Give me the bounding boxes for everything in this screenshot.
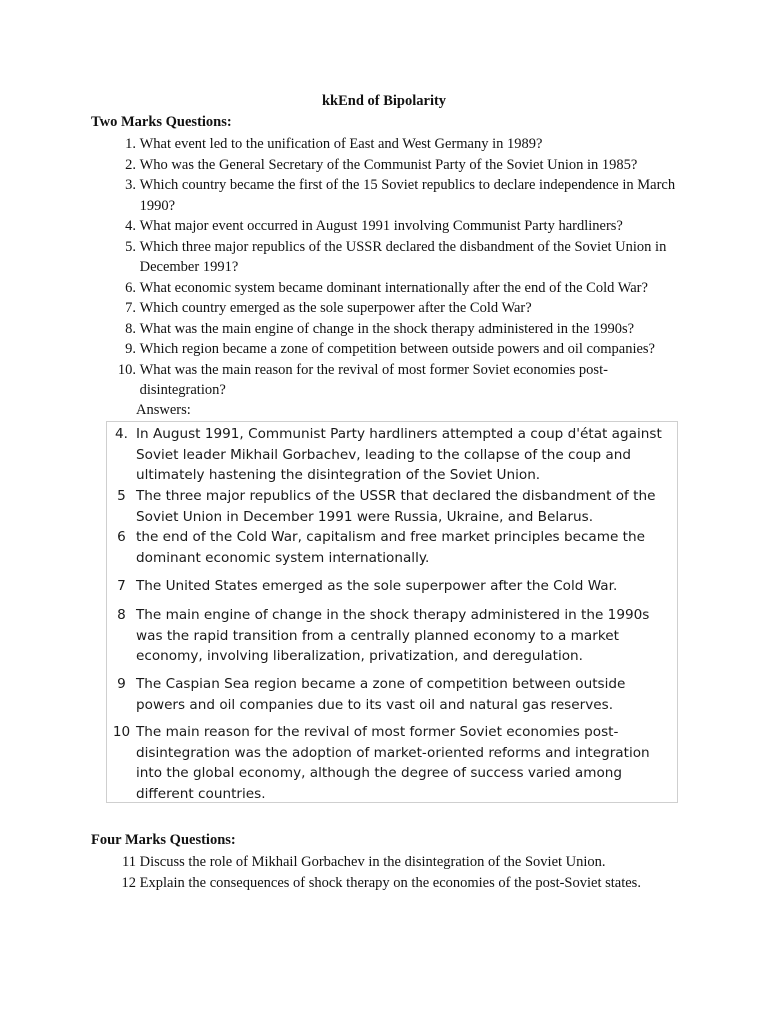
question-item bbox=[108, 852, 678, 873]
question-item bbox=[108, 237, 678, 278]
question-text: What economic system became dominant internationally after the end of the Cold War? bbox=[139, 279, 648, 296]
two-marks-question-list bbox=[108, 134, 678, 401]
question-item bbox=[108, 360, 678, 401]
answers-label: Answers: bbox=[136, 402, 191, 418]
answer-number: 8 bbox=[117, 607, 126, 623]
answer-item bbox=[107, 527, 667, 568]
question-item bbox=[108, 216, 678, 237]
question-number: 10. bbox=[117, 361, 136, 378]
four-marks-question-list bbox=[108, 852, 678, 893]
question-text: What major event occurred in August 1991 involving Communist Party hardliners? bbox=[139, 218, 623, 234]
question-number: 5. bbox=[125, 238, 136, 255]
question-text: Which country became the first of the 15 Soviet republics to declare independence in March 1990? bbox=[139, 177, 676, 214]
question-number: 1. bbox=[125, 136, 136, 152]
question-number: 12 bbox=[121, 874, 136, 891]
question-item bbox=[108, 339, 678, 360]
question-number: 7. bbox=[125, 300, 136, 316]
answer-text: The three major republics of the USSR that declared the disbandment of the Soviet Union in December 1991 were Russia, Ukraine, and Belarus. bbox=[136, 488, 656, 525]
answer-text: The main engine of change in the shock therapy administered in the 1990s was the rapid transition from a centrally planned economy to a market economy, involving liberalization, privatization, and deregulation. bbox=[136, 607, 650, 665]
question-number: 2. bbox=[125, 156, 136, 173]
question-text: Which three major republics of the USSR declared the disbandment of the Soviet Union in December 1991? bbox=[139, 238, 667, 275]
answer-number: 9 bbox=[117, 676, 126, 692]
answer-number: 4. bbox=[115, 426, 128, 442]
answer-text: The United States emerged as the sole superpower after the Cold War. bbox=[136, 578, 618, 594]
answer-number: 10 bbox=[112, 724, 131, 740]
question-text: Discuss the role of Mikhail Gorbachev in the disintegration of the Soviet Union. bbox=[139, 854, 606, 870]
answer-item bbox=[107, 576, 667, 597]
question-text: Explain the consequences of shock therapy on the economies of the post-Soviet states. bbox=[139, 874, 641, 891]
question-number: 3. bbox=[125, 177, 136, 193]
question-number: 9. bbox=[125, 341, 136, 357]
answer-text: In August 1991, Communist Party hardliners attempted a coup d'état against Soviet leader Mikhail Gorbachev, leading to the collapse of the coup and ultimately hastening the disintegration of the Soviet Union. bbox=[136, 426, 662, 484]
question-item bbox=[108, 319, 678, 340]
answer-text: The main reason for the revival of most former Soviet economies post-disintegration was the adoption of market-oriented reforms and integration into the global economy, although the degree of success varied among different countries. bbox=[136, 724, 650, 802]
answer-item bbox=[107, 722, 667, 804]
four-marks-heading: Four Marks Questions: bbox=[91, 832, 236, 848]
question-text: Which country emerged as the sole superpower after the Cold War? bbox=[139, 300, 532, 316]
answer-item bbox=[107, 674, 667, 715]
question-item bbox=[108, 155, 678, 176]
question-text: What was the main engine of change in the shock therapy administered in the 1990s? bbox=[139, 320, 635, 337]
answer-item bbox=[107, 605, 667, 667]
answers-box bbox=[106, 421, 678, 803]
answer-number: 7 bbox=[117, 578, 126, 594]
question-text: Who was the General Secretary of the Communist Party of the Soviet Union in 1985? bbox=[139, 156, 638, 173]
answer-item bbox=[107, 424, 667, 486]
question-item bbox=[108, 298, 678, 319]
question-number: 11 bbox=[122, 854, 136, 870]
question-item bbox=[108, 278, 678, 299]
answer-text: The Caspian Sea region became a zone of competition between outside powers and oil companies due to its vast oil and natural gas reserves. bbox=[136, 676, 626, 713]
document-title: kkEnd of Bipolarity bbox=[321, 93, 447, 109]
question-text: Which region became a zone of competition between outside powers and oil companies? bbox=[139, 341, 655, 357]
question-text: What event led to the unification of East and West Germany in 1989? bbox=[139, 136, 543, 152]
question-item bbox=[108, 175, 678, 216]
answer-item bbox=[107, 486, 667, 527]
question-number: 8. bbox=[125, 320, 136, 337]
answer-text: the end of the Cold War, capitalism and free market principles became the dominant economic system internationally. bbox=[136, 529, 645, 566]
question-number: 6. bbox=[125, 279, 136, 296]
two-marks-heading: Two Marks Questions: bbox=[91, 114, 232, 130]
answer-number: 5 bbox=[117, 488, 126, 504]
question-item bbox=[108, 134, 678, 155]
answer-number: 6 bbox=[117, 529, 126, 545]
question-number: 4. bbox=[125, 218, 136, 234]
question-text: What was the main reason for the revival of most former Soviet economies post-disintegration? bbox=[139, 361, 608, 398]
question-item bbox=[108, 873, 678, 894]
